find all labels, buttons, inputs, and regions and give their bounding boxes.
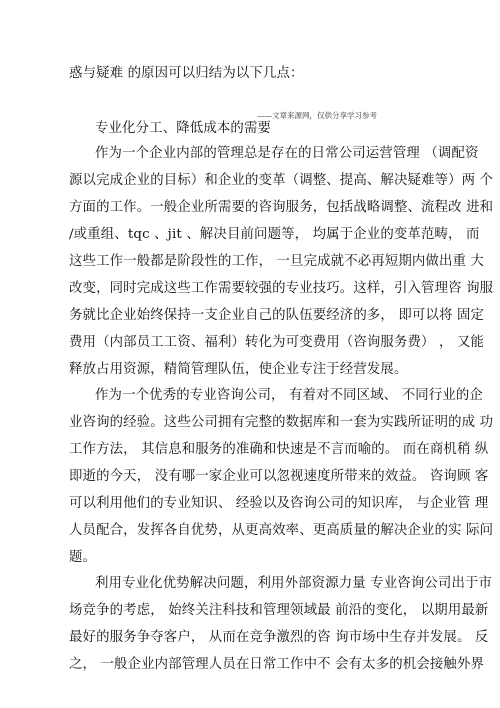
section-heading: 专业化分工、降低成本的需要	[95, 121, 272, 136]
paragraph-line: 费用（内部员工工资、福利）转化为可变费用（咨询服务费） ， 又能	[69, 335, 485, 350]
paragraph-line: 作为一个优秀的专业咨询公司， 有着对不同区域、 不同行业的企	[95, 388, 483, 403]
paragraph-line: 源以完成企业的目标）和企业的变革（调整、提高、解决疑难等）两 个	[69, 173, 494, 188]
source-note: ——文章来源网，仅供分享学习参考	[257, 111, 377, 120]
paragraph-line: 即逝的今天， 没有哪一家企业可以忽视速度所带来的效益。 咨询顾 客	[69, 469, 489, 484]
paragraph-line: 作为一个企业内部的管理总是存在的日常公司运营管理 （调配资	[95, 146, 479, 161]
paragraph-line: 可以利用他们的专业知识、 经验以及咨询公司的知识库， 与企业管 理	[69, 496, 489, 511]
paragraph-line: 方面的工作。一般企业所需要的咨询服务，包括战略调整、流程改 进和	[69, 200, 494, 215]
paragraph-line: 工作方法， 其信息和服务的准确和快速是不言而喻的。 而在商机稍 纵	[69, 442, 489, 457]
paragraph-line: 业咨询的经验。这些公司拥有完整的数据库和一套为实践所证明的成 功	[69, 415, 494, 430]
paragraph-line: 改变，同时完成这些工作需要较强的专业技巧。这样，引入管理咨 询服	[69, 281, 494, 296]
paragraph-line: 这些工作一般都是阶段性的工作， 一旦完成就不必再短期内做出重 大	[69, 254, 485, 269]
intro-line: 惑与疑难 的原因可以归结为以下几点：	[69, 66, 304, 81]
paragraph-line: 务就比企业始终保持一支企业自己的队伍要经济的多， 即可以将 固定	[69, 308, 485, 323]
paragraph-line: 利用专业化优势解决问题，利用外部资源力量 专业咨询公司出于市	[95, 576, 493, 591]
paragraph-line: 最好的服务争夺客户， 从而在竞争激烈的咨 询市场中生存并发展。 反	[69, 630, 489, 645]
paragraph-line: 人员配合，发挥各自优势，从更高效率、更高质量的解决企业的实 际问	[69, 523, 494, 538]
paragraph-line: 场竞争的考虑， 始终关注科技和管理领域最 前沿的变化， 以期用最新	[69, 603, 489, 618]
paragraph-line: /或重组、tqc 、jit 、解决目前问题等， 均属于企业的变革范畴， 而	[69, 227, 480, 242]
paragraph-line: 题。	[69, 550, 97, 565]
paragraph-line: 释放占用资源，精简管理队伍，使企业专注于经营发展。	[69, 362, 408, 377]
paragraph-line: 之， 一般企业内部管理人员在日常工作中不 会有太多的机会接触外界	[69, 657, 485, 672]
